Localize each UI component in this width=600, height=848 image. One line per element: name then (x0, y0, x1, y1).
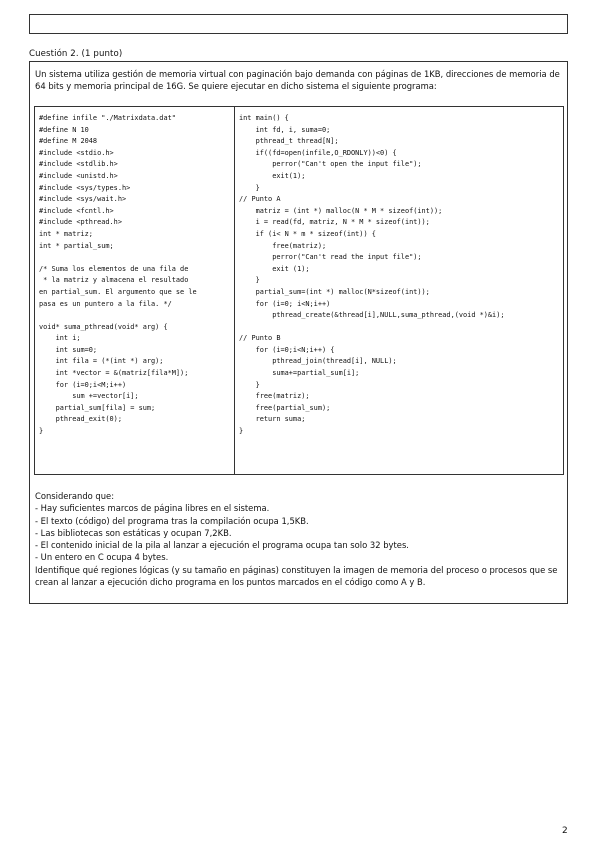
code-line: for (i=0; i<N;i++) (239, 299, 331, 308)
code-line: if (i< N * m * sizeof(int)) { (239, 229, 376, 238)
code-line (39, 310, 234, 322)
code-line: void* suma_pthread(void* arg) { (39, 322, 168, 331)
code-left-column (35, 107, 235, 474)
code-line: for (i=0;i<N;i++) { (239, 345, 335, 354)
code-line: pthread_exit(0); (39, 415, 122, 424)
code-line: int fd, i, suma=0; (239, 125, 331, 134)
code-line: pasa es un puntero a la fila. */ (39, 299, 172, 308)
code-line: int * partial_sum; (39, 241, 114, 250)
consideration-item: - Las bibliotecas son estáticas y ocupan 7,2KB. (35, 527, 232, 538)
considerations-block (35, 490, 563, 564)
code-table (34, 106, 564, 475)
code-line: return suma; (239, 415, 306, 424)
consideration-item: - El contenido inicial de la pila al lanzar a ejecución el programa ocupa tan solo 32 bytes. (35, 540, 409, 551)
code-line: int i; (39, 334, 81, 343)
code-line: #define infile "./Matrixdata.dat" (39, 114, 176, 122)
question-title: Cuestión 2. (1 punto) (29, 49, 123, 59)
considerations-header: Considerando que: (35, 491, 115, 501)
code-line: #define N 10 (39, 125, 89, 134)
consideration-item: - Un entero en C ocupa 4 bytes. (35, 552, 169, 563)
code-line: * la matriz y almacena el resultado (39, 276, 189, 285)
code-right-column (235, 107, 563, 474)
code-line: // Punto B (239, 334, 281, 343)
code-line: partial_sum[fila] = sum; (39, 403, 156, 412)
code-line: int fila = (*(int *) arg); (39, 357, 164, 366)
code-line: matriz = (int *) malloc(N * M * sizeof(int)); (239, 206, 443, 215)
code-line: } (239, 427, 244, 436)
code-line: suma+=partial_sum[i]; (239, 369, 360, 378)
code-line: /* Suma los elementos de una fila de (39, 264, 189, 273)
code-line: en partial_sum. El argumento que se le (39, 287, 197, 296)
code-line: #include <fcntl.h> (39, 206, 114, 215)
code-line: } (239, 276, 260, 285)
code-line: } (39, 427, 44, 436)
code-line: partial_sum=(int *) malloc(N*sizeof(int)); (239, 287, 430, 296)
code-line: int main() { (239, 114, 289, 122)
consideration-item: - El texto (código) del programa tras la compilación ocupa 1,5KB. (35, 515, 309, 526)
code-line: i = read(fd, matriz, N * M * sizeof(int)); (239, 218, 430, 227)
code-line: pthread_join(thread[i], NULL); (239, 357, 397, 366)
code-line: #include <stdio.h> (39, 148, 114, 157)
code-line: perror("Can't open the input file"); (239, 160, 422, 169)
code-line: } (239, 380, 260, 389)
code-line: } (239, 183, 260, 192)
consideration-item: - Hay suficientes marcos de página libres en el sistema. (35, 503, 270, 514)
code-line: #include <pthread.h> (39, 218, 122, 227)
code-line: #include <sys/types.h> (39, 183, 131, 192)
code-line: int sum=0; (39, 345, 98, 354)
code-line: free(matriz); (239, 241, 327, 250)
code-line: free(matriz); (239, 392, 310, 401)
code-line: int * matriz; (39, 229, 93, 238)
code-line: #define M 2048 (39, 137, 98, 146)
code-line: // Punto A (239, 195, 281, 204)
code-line (239, 322, 563, 334)
code-line (39, 252, 234, 264)
code-line: #include <stdlib.h> (39, 160, 118, 169)
code-line: perror("Can't read the input file"); (239, 253, 422, 262)
question-intro: Un sistema utiliza gestión de memoria virtual con paginación bajo demanda con páginas de 1KB, direcciones de memoria de 64 bits y memoria principal de 16G. Se quiere ejecutar en dicho sistema el siguiente programa: (35, 69, 560, 92)
code-line: sum +=vector[i]; (39, 392, 139, 401)
code-line: #include <unistd.h> (39, 171, 118, 180)
code-line: if((fd=open(infile,O_RDONLY))<0) { (239, 148, 397, 157)
code-line: for (i=0;i<M;i++) (39, 380, 127, 389)
page-number: 2 (562, 826, 568, 836)
code-line: exit (1); (239, 264, 310, 273)
header-empty-box (29, 14, 568, 34)
code-line: pthread_t thread[N]; (239, 137, 339, 146)
code-line: #include <sys/wait.h> (39, 195, 127, 204)
code-line: exit(1); (239, 171, 306, 180)
code-line: int *vector = &(matriz[fila*M]); (39, 369, 189, 378)
code-line: pthread_create(&thread[i],NULL,suma_pthread,(void *)&i); (239, 311, 505, 320)
question-closing: Identifique qué regiones lógicas (y su tamaño en páginas) constituyen la imagen de memoria del proceso o procesos que se crean al lanzar a ejecución dicho programa en los puntos marcados en el código como A y B. (35, 565, 558, 588)
code-line: free(partial_sum); (239, 403, 331, 412)
